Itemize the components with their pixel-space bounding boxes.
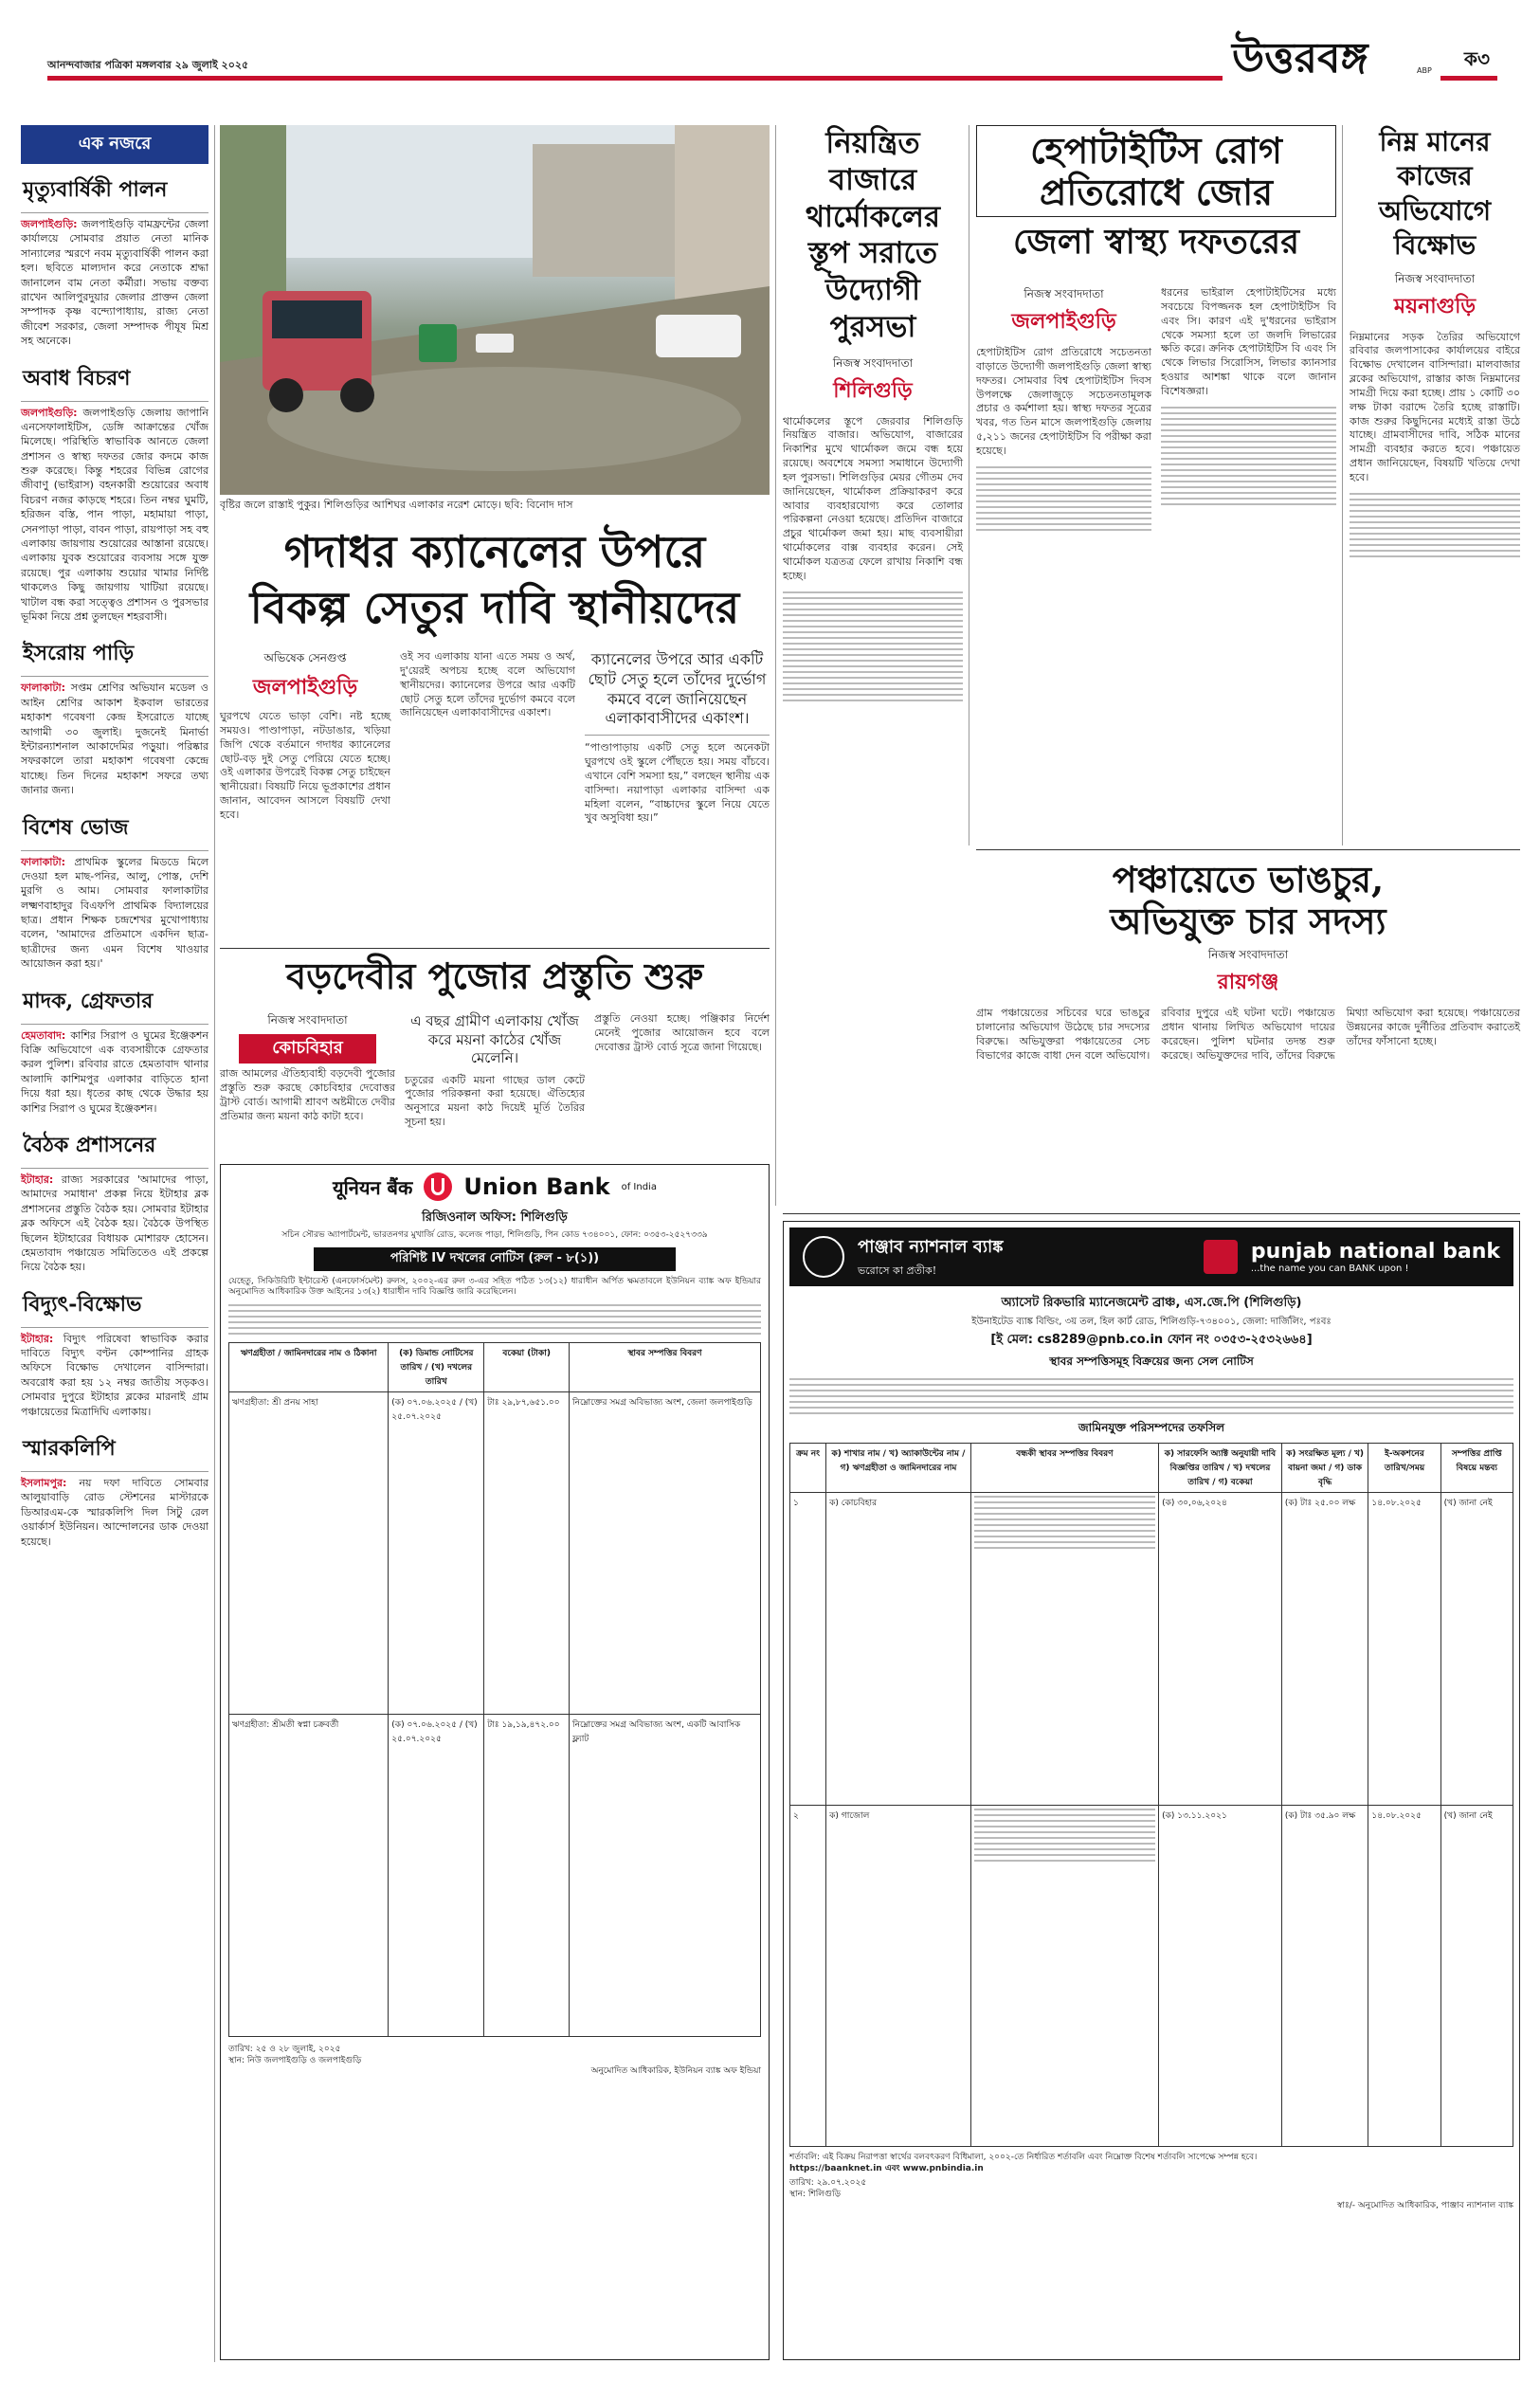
puja-body-2: চতুরের একটি ময়না গাছের ডাল কেটে পুজোর পরিকল্পনা করা হয়েছে। ঐতিহ্যের অনুসারে ময়না কাঠ দিয়েই মূর্তি তৈরির সূচনা হয়। (405, 1073, 585, 1129)
puja-body-1: রাজ আমলের ঐতিহ্যবাহী বড়দেবী পুজোর প্রস্তুতি শুরু করছে কোচবিহার দেবোত্তর ট্রাস্ট বোর্ড। আগামী শ্রাবণ অষ্টমীতে দেবীর প্রতিমার জন্য ময়না কাঠ কাটা হবে। (220, 1067, 395, 1122)
pnb-address: ইউনাইটেড ব্যাঙ্ক বিল্ডিং, ৩য় তল, হিল কার্ট রোড, শিলিগুড়ি-৭৩৪০০১, জেলা: দার্জিলিং, পঃবঃ (971, 1317, 1332, 1327)
table-header-row (790, 1444, 1513, 1493)
page-number: ক৩ (1464, 47, 1490, 70)
table-cell (970, 1493, 1158, 1806)
union-notice-title: পরিশিষ্ট IV দখলের নোটিস (রুল - ৮(১)) (314, 1247, 676, 1271)
table-cell: ক) কোচবিহার (826, 1493, 971, 1806)
thermocol-byline: নিজস্ব সংবাদদাতা (832, 355, 914, 370)
pnb-table (789, 1443, 1513, 2147)
pnb-emblem-icon (803, 1236, 844, 1278)
table-row (790, 1806, 1513, 2147)
sidebar-item (21, 1284, 208, 1419)
masthead-red-rule (47, 76, 1223, 81)
table-header-row (229, 1343, 761, 1392)
sidebar-item-place: ফালাকাটা: (21, 682, 66, 695)
table-header: ক) শাখার নাম / খ) অ্যাকাউন্টের নাম / গ) ঋণগ্রহীতা ও জামিনদারের নাম (826, 1444, 971, 1493)
column-divider (1342, 125, 1343, 846)
puja-story (220, 955, 770, 1155)
table-cell: নিম্নোক্তের সমগ্র অবিভাজ্য অংশ, একটি আবাসিক ফ্ল্যাট (570, 1715, 761, 2037)
sidebar-item-body (21, 681, 208, 797)
table-header: ক্রম নং (790, 1444, 826, 1493)
canal-body-3: “পাণ্ডাপাড়ায় একটি সেতু হলে অনেকটা ঘুরপথে ওই স্কুলে পৌঁছতে হয়। সময় বাঁচবে। এখানে বেশি সমস্যা হয়,” বলছেন স্থানীয় এক বাসিন্দা। নয়াপাড়া এলাকার বাসিন্দা এক মহিলা বলেন, “বাচ্চাদের স্কুলে নিয়ে যেতে খুব অসুবিধা হয়।” (585, 741, 770, 825)
union-place: স্থান: নিউ জলপাইগুড়ি ও জলপাইগুড়ি (228, 2055, 362, 2065)
sidebar-item (21, 808, 208, 972)
table-header: বকেয়া (টাকা) (484, 1343, 570, 1392)
sidebar-item-body (21, 1332, 208, 1419)
hepatitis-headline-2: প্রতিরোধে জোর (1039, 170, 1274, 213)
table-header: (ক) ডিমান্ড নোটিসের তারিখ / (খ) দখলের তারিখ (389, 1343, 484, 1392)
table-cell: (ক) ১৩.১১.২০২১ (1159, 1806, 1282, 2147)
table-cell: (ক) ৩০,০৬,২০২৪ (1159, 1493, 1282, 1806)
protest-text-lines (1350, 493, 1520, 557)
sidebar-item-title: ইসরোয় পাড়ি (21, 633, 208, 677)
masthead-red-rule-right (1440, 76, 1497, 81)
puja-place: কোচবিহার (239, 1034, 376, 1064)
sidebar-item-text: জলপাইগুড়ি বামফ্রন্টের জেলা কার্যালয়ে সোমবার প্রয়াত নেতা মানিক সান্যালের স্মরণে নবম মৃত্যুবার্ষিকী পালন করা হল। ছবিতে মাল্যদান করে নেতাকে শ্রদ্ধা জানালেন বাম নেতা কর্মীরা। সভায় বক্তব্য রাখেন আলিপুরদুয়ার জেলার প্রাক্তন জেলা সম্পাদক কৃষ্ণ বন্দ্যোপাধ্যায়, রাজ্য নেতা জীবেশ সরকার, জেলা সম্পাদক পীযূষ মিশ্র সহ অনেকে। (21, 218, 208, 348)
sidebar (21, 125, 208, 2362)
puja-pullquote: এ বছর গ্রামীণ এলাকায় খোঁজ করে ময়না কাঠের খোঁজ মেলেনি। (410, 1012, 579, 1066)
pnb-footer: শর্তাবলি: এই বিক্রয় নিরাপত্তা স্বার্থের বলবৎকরণ বিধিমালা, ২০০২-তে নির্ধারিত শর্তাবলি এবং নিম্নোক্ত বিশেষ শর্তাবলি সাপেক্ষে সম্পন্ন হবে। (789, 2153, 1258, 2162)
pnb-office: অ্যাসেট রিকভারি ম্যানেজমেন্ট ব্রাঞ্চ, এস.জে.পি (শিলিগুড়ি) (1001, 1296, 1302, 1310)
panchayat-body: গ্রাম পঞ্চায়েতের সচিবের ঘরে ভাঙচুর চালানোর অভিযোগ উঠেছে চার সদস্যের বিরুদ্ধে। অভিযুক্তরা পঞ্চায়েতের সেচ বিভাগের কাজে বাধা দেন বলে অভিযোগ। রবিবার দুপুরে এই ঘটনা ঘটে। পঞ্চায়েত প্রধান থানায় লিখিত অভিযোগ দায়ের করেছেন। পুলিশ ঘটনার তদন্ত শুরু করেছে। অভিযুক্তদের দাবি, তাঁদের বিরুদ্ধে মিথ্যা অভিযোগ করা হয়েছে। পঞ্চায়েতের উন্নয়নের কাজে দুর্নীতির প্রতিবাদ করাতেই তাঁদের ফাঁসানো হচ্ছে। (976, 1007, 1520, 1062)
union-signature: অনুমোদিত আধিকারিক, ইউনিয়ন ব্যাঙ্ক অফ ইন্ডিয়া (590, 2066, 761, 2077)
table-cell: ২ (790, 1806, 826, 2147)
masthead (0, 0, 1540, 114)
divider (976, 849, 1520, 850)
table-cell: (ক) টাঃ ২৫.০০ লক্ষ (1281, 1493, 1368, 1806)
sidebar-item-place: জলপাইগুড়ি: (21, 218, 78, 230)
sidebar-item-place: ইটাহার: (21, 1332, 54, 1345)
sidebar-item-body (21, 406, 208, 625)
table-header: ক) সংরক্ষিত মূল্য / খ) বায়না জমা / গ) ডাক বৃদ্ধি (1281, 1444, 1368, 1493)
pnb-email: [ই মেল: cs8289@pnb.co.in ফোন নং ০৩৫৩-২৫৩২৬৬৪] (990, 1333, 1313, 1347)
table-cell: (ক) ০৭.০৬.২০২৫ / (খ) ২৫.০৭.২০২৫ (389, 1715, 484, 2037)
pnb-notice (783, 1221, 1520, 2360)
table-cell: (ক) টাঃ ৩৫.৯০ লক্ষ (1281, 1806, 1368, 2147)
protest-byline: নিজস্ব সংবাদদাতা (1394, 271, 1476, 285)
canal-body-1: ঘুরপথে যেতে ভাড়া বেশি। নষ্ট হচ্ছে সময়ও। পাণ্ডাপাড়া, নটডাঙার, খড়িয়া জিপি থেকে বর্তমানে গদাধর ক্যানেলের ছোট-বড় দুই সেতু পেরিয়ে যেতে হচ্ছে। ওই এলাকার উপরেই বিকল্প সেতু চাইছেন স্থানীয়েরা। বিষয়টি নিয়ে ভূপ্রকাশের প্রধান জানান, আবেদন আসলে বিষয়টি দেখা হবে। (220, 710, 390, 821)
sidebar-item-body (21, 1173, 208, 1275)
protest-headline: নিম্ন মানের কাজের অভিযোগে বিক্ষোভ (1378, 126, 1492, 262)
table-cell: টাঃ ২৯,৮৭,৬৫১.০০ (484, 1392, 570, 1715)
sidebar-item-body (21, 1476, 208, 1549)
union-office: রিজিওনাল অফিস: শিলিগুড়ি (422, 1210, 568, 1225)
table-cell: ১ (790, 1493, 826, 1806)
pnb-tagline-bengali: ভরোসে কা প্রতীক! (858, 1264, 937, 1277)
hepatitis-text-lines (1161, 407, 1336, 505)
sidebar-item-text: বিদ্যুৎ পরিষেবা স্বাভাবিক করার দাবিতে বিদ্যুৎ বণ্টন কোম্পানির গ্রাহক অফিসে বিক্ষোভ দেখালেন বাসিন্দারা। অবরোধ করা হয় ১২ নম্বর জাতীয় সড়কও। সোমবার দুপুরে ইটাহার ব্লকের মারনাই গ্রাম পঞ্চায়েতের মিত্রাদিঘি এলাকায়। (21, 1332, 208, 1418)
table-cell: ক) গাজোল (826, 1806, 971, 2147)
sidebar-item-body (21, 855, 208, 972)
sidebar-item-body (21, 217, 208, 349)
pnb-tagline-english: ...the name you can BANK upon ! (1250, 1264, 1409, 1274)
pnb-notice-title: স্থাবর সম্পত্তিসমূহ বিক্রয়ের জন্য সেল নোটিস (1049, 1355, 1254, 1368)
union-table (228, 1342, 761, 2037)
canal-body-2: ওই সব এলাকায় যানা এতে সময় ও অর্থ, দু'য়েরই অপচয় হচ্ছে বলে অভিযোগ স্থানীয়দের। ক্যানেলের উপরে আর একটি ছোট সেতু হলে তাঁদের দুর্ভোগ কমবে বলে জানিয়েছেন এলাকাবাসীদের একাংশ। (400, 650, 575, 719)
masthead-left-text: আনন্দবাজার পত্রিকা মঙ্গলবার ২৯ জুলাই ২০২৫ (47, 59, 249, 71)
pnb-footer-url: https://baanknet.in এবং www.pnbindia.in (789, 2163, 984, 2173)
union-bank-name-english: Union Bank (463, 1173, 610, 1200)
protest-body: নিম্নমানের সড়ক তৈরির অভিযোগে রবিবার জলপাসাকের কার্যালয়ের বাইরে বিক্ষোভ দেখালেন বাসিন্দারা। মালবাজার ব্লকের অভিযোগ, রাস্তার কাজ নিম্নমানের সামগ্রী দিয়ে করা হচ্ছে। প্রায় ১ কোটি ৩০ লক্ষ টাকা বরাদ্দে তৈরি হচ্ছে রাস্তাটি। কাজ শুরুর কিছুদিনের মধ্যেই রাস্তা উঠে যাচ্ছে। গ্রামবাসীদের দাবি, সঠিক মানের সামগ্রী ব্যবহার করতে হবে। পঞ্চায়েত প্রধান জানিয়েছেন, বিষয়টি খতিয়ে দেখা হবে। (1350, 330, 1520, 483)
protest-place: ময়নাগুড়ি (1393, 294, 1477, 318)
pnb-banner (789, 1227, 1513, 1286)
pnb-name-english: punjab national bank (1250, 1240, 1500, 1264)
table-header: স্থাবর সম্পত্তির বিবরণ (570, 1343, 761, 1392)
table-cell: ১৪.০৮.২০২৫ (1368, 1806, 1440, 2147)
sidebar-item-place: ফালাকাটা: (21, 855, 66, 868)
sidebar-item-text: জলপাইগুড়ি জেলায় জাপানি এনসেফালাইটিস, ডেঙ্গি আক্রান্তের খোঁজ মিলেছে। পরিস্থিতি স্বাভাবিক আনতে জেলা প্রশাসন ও স্বাস্থ্য দফতর জোর কদমে কাজ শুরু করেছে। কিন্তু শহরের বিভিন্ন রোগের জীবাণু (ভাইরাস) বহনকারী শুয়োরের অবাধ বিচরণ নজর কাড়ছে শহরে। তিন নম্বর ঘুমটি, হরিজন বস্তি, পান পাড়া, মহামায়া পাড়া, সেনপাড়া পাড়া, বাবন পাড়া, রায়পাড়া সহ বহু এলাকায় জায়গায় শুয়োরের আস্তানা রয়েছে। এলাকায় যুবক শুয়োরের ব্যবসায় সঙ্গে যুক্ত রয়েছে। পুর এলাকায় শুয়োর খামার নির্দিষ্ট থাকলেও কিছু জায়গায় খাটিয়া রয়েছে। খাটাল বন্ধ করা সত্ত্বেও প্রশাসন ও পুরসভার ভূমিকা নিয়ে প্রশ্ন তুলছেন শহরবাসী। (21, 406, 208, 623)
table-header: সম্পত্তির প্রাপ্তি বিষয়ে মন্তব্য (1440, 1444, 1513, 1493)
union-date: তারিখ: ২৫ ও ২৮ জুলাই, ২০২৫ (228, 2045, 341, 2055)
sidebar-item (21, 1428, 208, 1549)
thermocol-body: থার্মোকলের স্তূপে জেরবার শিলিগুড়ি নিয়ন্ত্রিত বাজার। অভিযোগ, বাজারের নিকাশির মুখে থার্মোকল জমে বন্ধ হয়ে রয়েছে। অবশেষে সমস্যা সমাধানে উদ্যোগী হল পুরসভা। শিলিগুড়ির মেয়র গৌতম দেব জানিয়েছেন, থার্মোকল প্রক্রিয়াকরণ করে আবার ব্যবহারযোগ্য করে তোলার পরিকল্পনা নেওয়া হয়েছে। প্রতিদিন বাজারে প্রচুর থার্মোকল জমা হয়। মাছ ব্যবসায়ীরা থার্মোকলের বাক্স ব্যবহার করেন। সেই থার্মোকল যত্রতত্র ফেলে রাখায় নিকাশি বন্ধ হচ্ছে। (783, 414, 963, 582)
sidebar-item-title: বিদ্যুৎ-বিক্ষোভ (21, 1284, 208, 1328)
thermocol-place: শিলিগুড়ি (833, 378, 913, 403)
sidebar-item-text: সপ্তম শ্রেণির অভিযান মডেল ও আইন শ্রেণির আকাশ ইকবাল ভারতের মহাকাশ গবেষণা কেন্দ্র ইসরোতে যাচ্ছে আগামী ৩০ জুলাই। দুজনেই মিনার্ভা ইন্টারন্যাশনাল আকাদেমির পড়ুয়া। পরিষ্কার সফরকালে তারা মহাকাশ গবেষণা কেন্দ্রে যাচ্ছে। তিন দিনের মহাকাশ সফরে তথ্য জানার জন্য। (21, 682, 209, 797)
sidebar-item-place: ইসলামপুর: (21, 1477, 67, 1490)
panchayat-place: রায়গঞ্জ (1217, 971, 1279, 995)
protest-story (1350, 125, 1520, 846)
table-row (790, 1493, 1513, 1806)
canal-headline-2: বিকল্প সেতুর দাবি স্থানীয়দের (249, 581, 740, 633)
union-address: সচিন সৌরভ অ্যাপার্টমেন্ট, ভারতনগর মুখার্জি রোড, কলেজ পাড়া, শিলিগুড়ি, পিন কোড ৭৩৪০০১, ফোন: ০৩৫৩-২৫২৭৩৩৯ (281, 1230, 708, 1240)
panchayat-story (976, 859, 1520, 1209)
sidebar-item (21, 170, 208, 349)
union-bank-logo-row (228, 1173, 761, 1201)
canal-place: জলপাইগুড়ি (252, 676, 358, 700)
table-row (229, 1392, 761, 1715)
table-header: ই-অকশনের তারিখ/সময় (1368, 1444, 1440, 1493)
canal-headline-1: গদাধর ক্যানেলের উপরে (283, 526, 706, 577)
table-cell: ঋণগ্রহীতা: শ্রী প্রনয় সাহা (229, 1392, 389, 1715)
sidebar-item (21, 981, 208, 1116)
table-row (229, 1715, 761, 2037)
union-bank-subtitle: of India (621, 1181, 657, 1192)
hepatitis-text-lines (976, 466, 1151, 531)
table-cell (970, 1806, 1158, 2147)
puja-byline: নিজস্ব সংবাদদাতা (267, 1013, 348, 1027)
thermocol-text-lines (783, 591, 963, 701)
table-cell: ১৪.০৮.২০২৫ (1368, 1493, 1440, 1806)
hepatitis-body-2: ধরনের ভাইরাল হেপাটাইটিসের মধ্যে সবচেয়ে বিপজ্জনক হল হেপাটাইটিস বি এবং সি। কারণ এই দু'ধরনের ভাইরাস থেকে সমস্যা হলে তা জলদি লিভারের ক্ষতি করে। ক্রনিক হেপাটাইটিস বি এবং সি থেকে লিভার সিরোসিস, লিভার ক্যানসার হওয়ার আশঙ্কা থাকে বলে জানান বিশেষজ্ঞরা। (1161, 286, 1336, 397)
thermocol-headline: নিয়ন্ত্রিত বাজারে থার্মোকলের স্তূপ সরাতে উদ্যোগী পুরসভা (805, 126, 941, 344)
sidebar-item-title: অবাধ বিচরণ (21, 358, 208, 402)
union-bank-logo-icon (424, 1173, 452, 1201)
table-header: ঋণগ্রহীতা / জামিনদারের নাম ও ঠিকানা (229, 1343, 389, 1392)
hepatitis-story (976, 125, 1336, 846)
pnb-signature: স্বাঃ/- অনুমোদিত আধিকারিক, পাঞ্জাব ন্যাশনাল ব্যাঙ্ক (1336, 2200, 1513, 2210)
sidebar-divider (214, 125, 215, 2362)
hepatitis-byline: নিজস্ব সংবাদদাতা (1024, 287, 1104, 300)
pnb-name-bengali: পাঞ্জাব ন্যাশনাল ব্যাঙ্ক (858, 1237, 1004, 1257)
sidebar-item-text: রাজ্য সরকারের 'আমাদের পাড়া, আমাদের সমাধান' প্রকল্প নিয়ে ইটাহার ব্লক প্রশাসনের প্রস্তুতি বৈঠক হয়। সোমবার ইটাহার ব্লক অফিসে এই বৈঠক হয়। বৈঠকে উপস্থিত ছিলেন ইটাহারের বিধায়ক মোশারফ হোসেন। হেমতাবাদ পঞ্চায়েত সমিতিতেও এই প্রকল্পে নিয়ে বৈঠক হয়। (21, 1173, 209, 1274)
photo-caption: বৃষ্টির জলে রাস্তাই পুকুর। শিলিগুড়ির আশিঘর এলাকার নরেশ মোড়ে। ছবি: বিনোদ দাস (220, 499, 573, 511)
canal-pullquote: ক্যানেলের উপরে আর একটি ছোট সেতু হলে তাঁদের দুর্ভোগ কমবে বলে জানিয়েছেন এলাকাবাসীদের একাংশ। (585, 650, 770, 736)
canal-byline: অভিষেক সেনগুপ্ত (263, 651, 347, 664)
masthead-section-tag: ABP (1417, 66, 1432, 75)
sidebar-item (21, 358, 208, 625)
hepatitis-body-1: হেপাটাইটিস রোগ প্রতিরোধে সচেতনতা বাড়াতে উদ্যোগী জলপাইগুড়ি জেলা স্বাস্থ্য দফতর। সোমবার বিশ্ব হেপাটাইটিস দিবস উপলক্ষে জেলাজুড়ে সচেতনতামূলক প্রচার ও কর্মশালা হয়। স্বাস্থ্য দফতর সূত্রের খবর, গত তিন মাসে জলপাইগুড়ি জেলায় ৫,২১১ জনের হেপাটাইটিস বি পরীক্ষা করা হয়েছে। (976, 346, 1151, 457)
sidebar-item-place: জলপাইগুড়ি: (21, 406, 78, 419)
sidebar-item-title: মাদক, গ্রেফতার (21, 981, 208, 1025)
thermocol-story (783, 125, 963, 1206)
sidebar-item (21, 633, 208, 797)
hepatitis-place: জলপাইগুড়ি (1011, 310, 1116, 334)
table-header: ক) সারফেসি অ্যাক্ট অনুযায়ী দাবি বিজ্ঞপ্তির তারিখ / খ) দখলের তারিখ / গ) বকেয়া (1159, 1444, 1282, 1493)
table-cell: টাঃ ১৯,১৯,৪৭২.০০ (484, 1715, 570, 2037)
table-cell: (ক) ০৭.০৬.২০২৫ / (খ) ২৫.০৭.২০২৫ (389, 1392, 484, 1715)
sidebar-item-title: স্মারকলিপি (21, 1428, 208, 1472)
sidebar-item-place: হেমতাবাদ: (21, 1028, 66, 1042)
panchayat-headline-1: পঞ্চায়েতে ভাঙচুর, (1112, 858, 1385, 900)
hepatitis-headline-3: জেলা স্বাস্থ্য দফতরের (1012, 222, 1300, 263)
puja-headline: বড়দেবীর পুজোর প্রস্তুতি শুরু (285, 955, 704, 997)
table-cell: ঋণগ্রহীতা: শ্রীমতী স্বপ্না চক্রবর্তী (229, 1715, 389, 2037)
news-photo (220, 125, 770, 495)
pnb-intro-text-lines (789, 1378, 1513, 1414)
panchayat-byline: নিজস্ব সংবাদদাতা (1207, 948, 1289, 962)
union-intro-text-lines (228, 1304, 761, 1335)
sidebar-item-text: কাশির সিরাপ ও ঘুমের ইঞ্জেকশন বিক্রি অভিযোগে এক ব্যবসায়ীকে গ্রেফতার করল পুলিশ। রবিবার রাতে হেমতাবাদ থানার আলাদি কাশিমপুর এলাকার বাড়িতে হানা দিয়ে ধরা হয়। ধৃতের কাছ থেকে উদ্ধার হয় কাশির সিরাপ ও ঘুমের ইঞ্জেকশন। (21, 1028, 208, 1115)
table-cell: (খ) জানা নেই (1440, 1806, 1513, 2147)
street-scene-image (220, 125, 770, 495)
table-cell: নিম্নোক্তের সমগ্র অবিভাজ্য অংশ, জেলা জলপাইগুড়ি (570, 1392, 761, 1715)
pnb-place: স্থান: শিলিগুড়ি (789, 2190, 841, 2200)
sidebar-item-title: মৃত্যুবার্ষিকী পালন (21, 170, 208, 213)
sidebar-header: এক নজরে (21, 125, 208, 164)
divider (783, 1213, 1520, 1214)
masthead-section-name: উত্তরবঙ্গ (1232, 34, 1368, 82)
union-bank-name-hindi: यूनियन बैंक (333, 1175, 413, 1199)
sidebar-item-text: প্রাথমিক স্কুলের মিডডে মিলে দেওয়া হল মাছ-পনির, আলু, পোস্ত, দেশি মুরগি ও আম। সোমবার ফালাকাটার লক্ষ্মণবাহাদুর বিএফপি প্রাথমিক বিদ্যালয়ের ছাত্র। প্রধান শিক্ষক চন্দ্রশেখর মুখোপাধ্যায় বলেন, 'আমাদের প্রতিমাসে একদিন ছাত্র-ছাত্রীদের জন্য এমন বিশেষ খাওয়ার আয়োজন করা হয়।' (21, 855, 209, 971)
panchayat-headline-2: অভিযুক্ত চার সদস্য (1110, 899, 1386, 942)
sidebar-item-body (21, 1028, 208, 1116)
canal-story-body (220, 650, 770, 935)
sidebar-item-text: নয় দফা দাবিতে সোমবার আলুয়াবাড়ি রোড স্টেশনের মাস্টারকে ডিআরএম-কে স্মারকলিপি দিল সিটু রেল ওয়ার্কার্স ইউনিয়ন। আন্দোলনের ডাক দেওয়া হয়েছে। (21, 1477, 208, 1548)
sidebar-item-title: বৈঠক প্রশাসনের (21, 1125, 208, 1169)
puja-body-3: প্রস্তুতি নেওয়া হচ্ছে। পঞ্জিকার নির্দেশ মেনেই পুজোর আয়োজন হবে বলে দেবোত্তর ট্রাস্ট বোর্ড সূত্রে জানা গিয়েছে। (594, 1012, 770, 1053)
sidebar-item (21, 1125, 208, 1275)
pnb-schedule-title: জামিনযুক্ত পরিসম্পদের তফসিল (1078, 1421, 1225, 1434)
sidebar-item-place: ইটাহার: (21, 1173, 54, 1186)
pnb-date: তারিখ: ২৯.০৭.২০২৫ (789, 2178, 867, 2189)
table-cell: (খ) জানা নেই (1440, 1493, 1513, 1806)
union-intro: যেহেতু, সিকিউরিটি ইন্টারেস্ট (এনফোর্সমেন্ট) রুলস, ২০০২-এর রুল ৩-এর সহিত পঠিত ১৩(১২) ধারাধীন অর্পিত ক্ষমতাবলে ইউনিয়ন ব্যাঙ্ক অফ ইন্ডিয়ার অনুমোদিত আধিকারিক উক্ত আইনের ১৩(২) ধারাধীন দাবি বিজ্ঞপ্তি জারি করেছিলেন। (228, 1276, 761, 1298)
hepatitis-headline-1: হেপাটাইটিস রোগ (1030, 129, 1282, 172)
column-divider (775, 125, 776, 1206)
table-header: বন্ধকী স্থাবর সম্পত্তির বিবরণ (970, 1444, 1158, 1493)
pnb-logo-icon (1204, 1240, 1238, 1274)
sidebar-item-title: বিশেষ ভোজ (21, 808, 208, 851)
union-bank-notice (220, 1164, 770, 2360)
divider (220, 948, 770, 949)
